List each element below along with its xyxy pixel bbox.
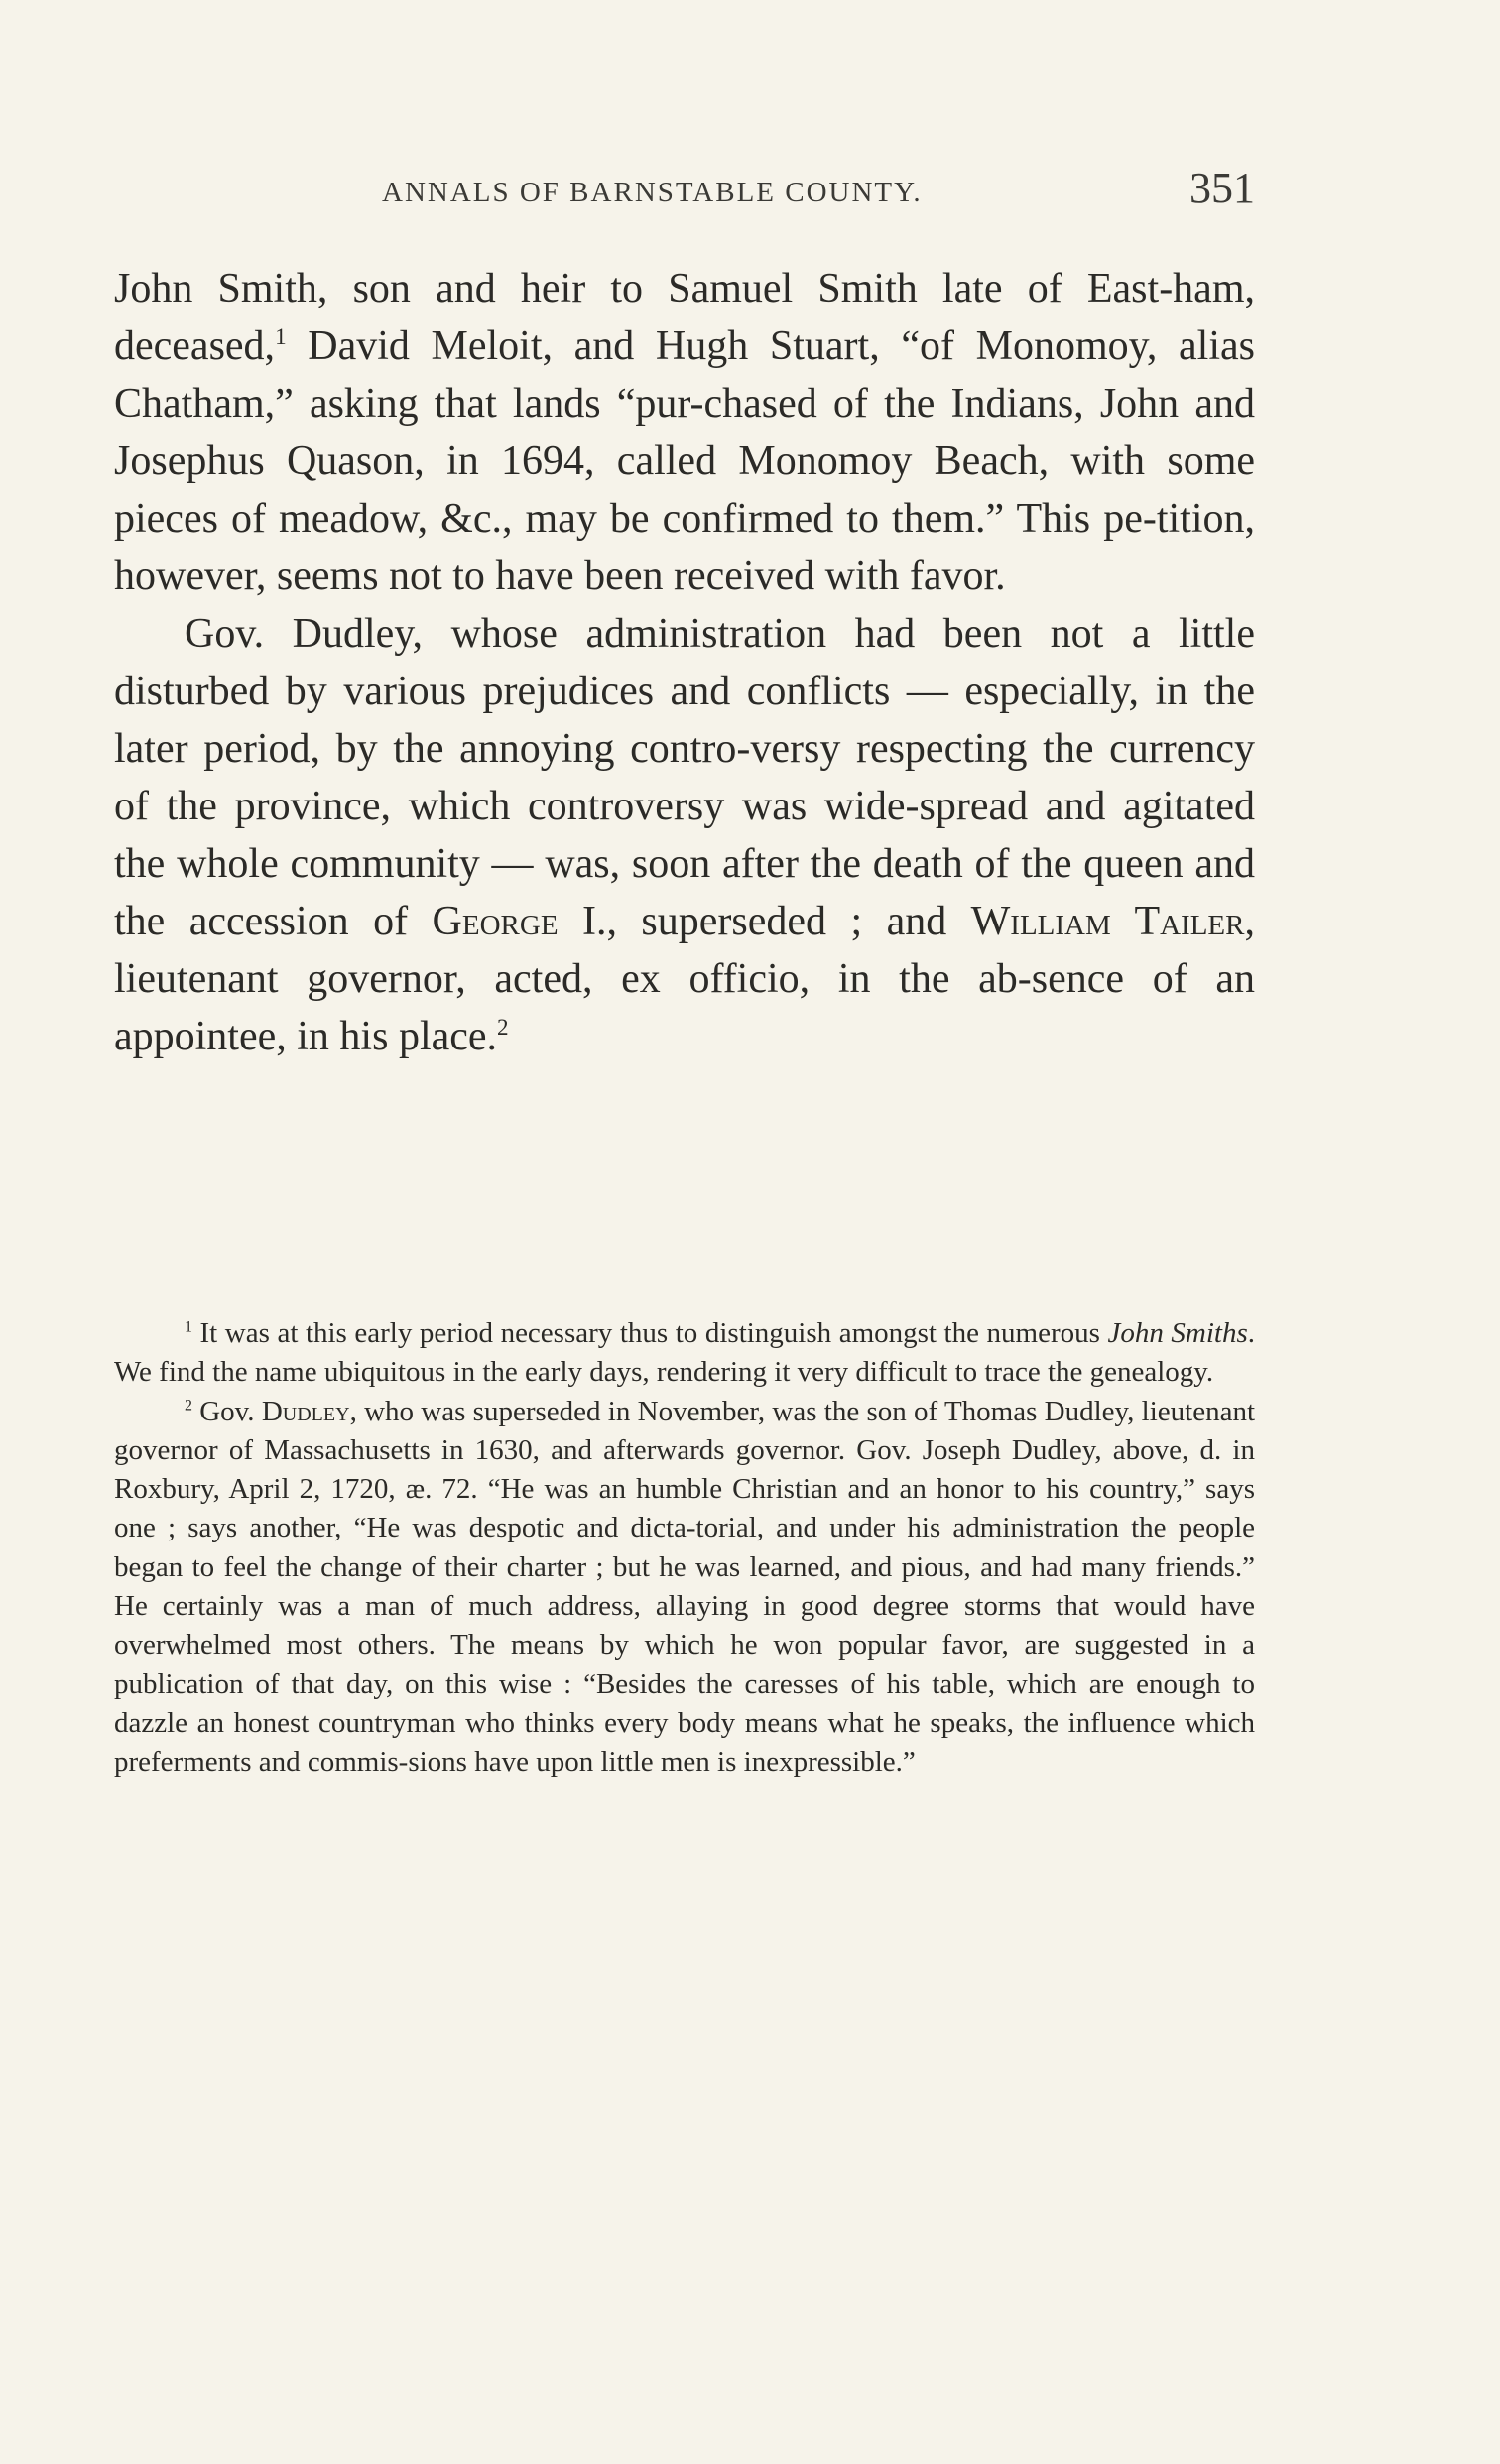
paragraph-2-text-c: , lieutenant governor, acted, ex officio, in the ab-sence of an appointee, in his place. — [114, 899, 1255, 1059]
main-text — [114, 260, 1255, 1065]
footnote-ref-1: 1 — [275, 323, 287, 349]
footnote-2 — [114, 1393, 1255, 1783]
footnote-1-number: 1 — [185, 1318, 192, 1336]
paragraph-1-text-b: David Meloit, and Hugh Stuart, “of Monomoy, alias Chatham,” asking that lands “pur-chased of the Indians, John and Josephus Quason, in 1694, called Monomoy Beach, with some pieces of meadow, &c., may be confirmed to them.” This pe-tition, however, seems not to have been received with favor. — [114, 323, 1255, 599]
footnote-2-text-b: , who was superseded in November, was the son of Thomas Dudley, lieutenant governor of Massachusetts in 1630, and afterwards governor. Gov. Joseph Dudley, above, d. in Roxbury, April 2, 1720, æ. 72. “He was an humble Christian and an honor to his country,” says one ; says another, “He was despotic and dicta-torial, and under his administration the people began to feel the change of their charter ; but he was learned, and pious, and had many friends.” He certainly was a man of much address, allaying in good degree storms that would have overwhelmed most others. The means by which he won popular favor, are suggested in a publication of that day, on this wise : “Besides the caresses of his table, which are enough to dazzle an honest countryman who thinks every body means what he speaks, the influence which preferments and commis-sions have upon little men is inexpressible.” — [114, 1395, 1256, 1779]
footnote-1-text-a: It was at this early period necessary thus to distinguish amongst the numerous — [191, 1317, 1108, 1349]
footnote-1-italic: John Smiths — [1107, 1317, 1248, 1349]
small-caps-william-tailer: William Tailer — [970, 899, 1245, 944]
paragraph-2 — [114, 605, 1255, 1065]
footnote-1 — [114, 1314, 1255, 1393]
footnotes — [114, 1314, 1255, 1783]
footnote-2-text-a: Gov. — [191, 1395, 262, 1427]
page-number: 351 — [1189, 164, 1255, 212]
paragraph-2-text-b: I., superseded ; and — [558, 899, 971, 944]
footnote-2-number: 2 — [185, 1396, 192, 1414]
small-caps-dudley: Dudley — [261, 1395, 350, 1427]
small-caps-george: George — [432, 899, 559, 944]
page-header — [114, 164, 1255, 228]
paragraph-1 — [114, 260, 1255, 605]
running-head: ANNALS OF BARNSTABLE COUNTY. — [382, 177, 923, 208]
paragraph-2-text-a: Gov. Dudley, whose administration had been not a little disturbed by various prejudices and conflicts — especially, in the later period, by the annoying contro-versy respecting the currency of the province, which controversy was wide-spread and agitated the whole community — was, soon after the death of the queen and the accession of — [114, 611, 1255, 944]
footnote-ref-2: 2 — [497, 1014, 509, 1040]
footnote-1-text-b: . We find the name ubiquitous in the early days, rendering it very difficult to trace the genealogy. — [114, 1317, 1255, 1389]
paragraph-1-text-a: John Smith, son and heir to Samuel Smith late of East-ham, deceased, — [114, 266, 1255, 369]
